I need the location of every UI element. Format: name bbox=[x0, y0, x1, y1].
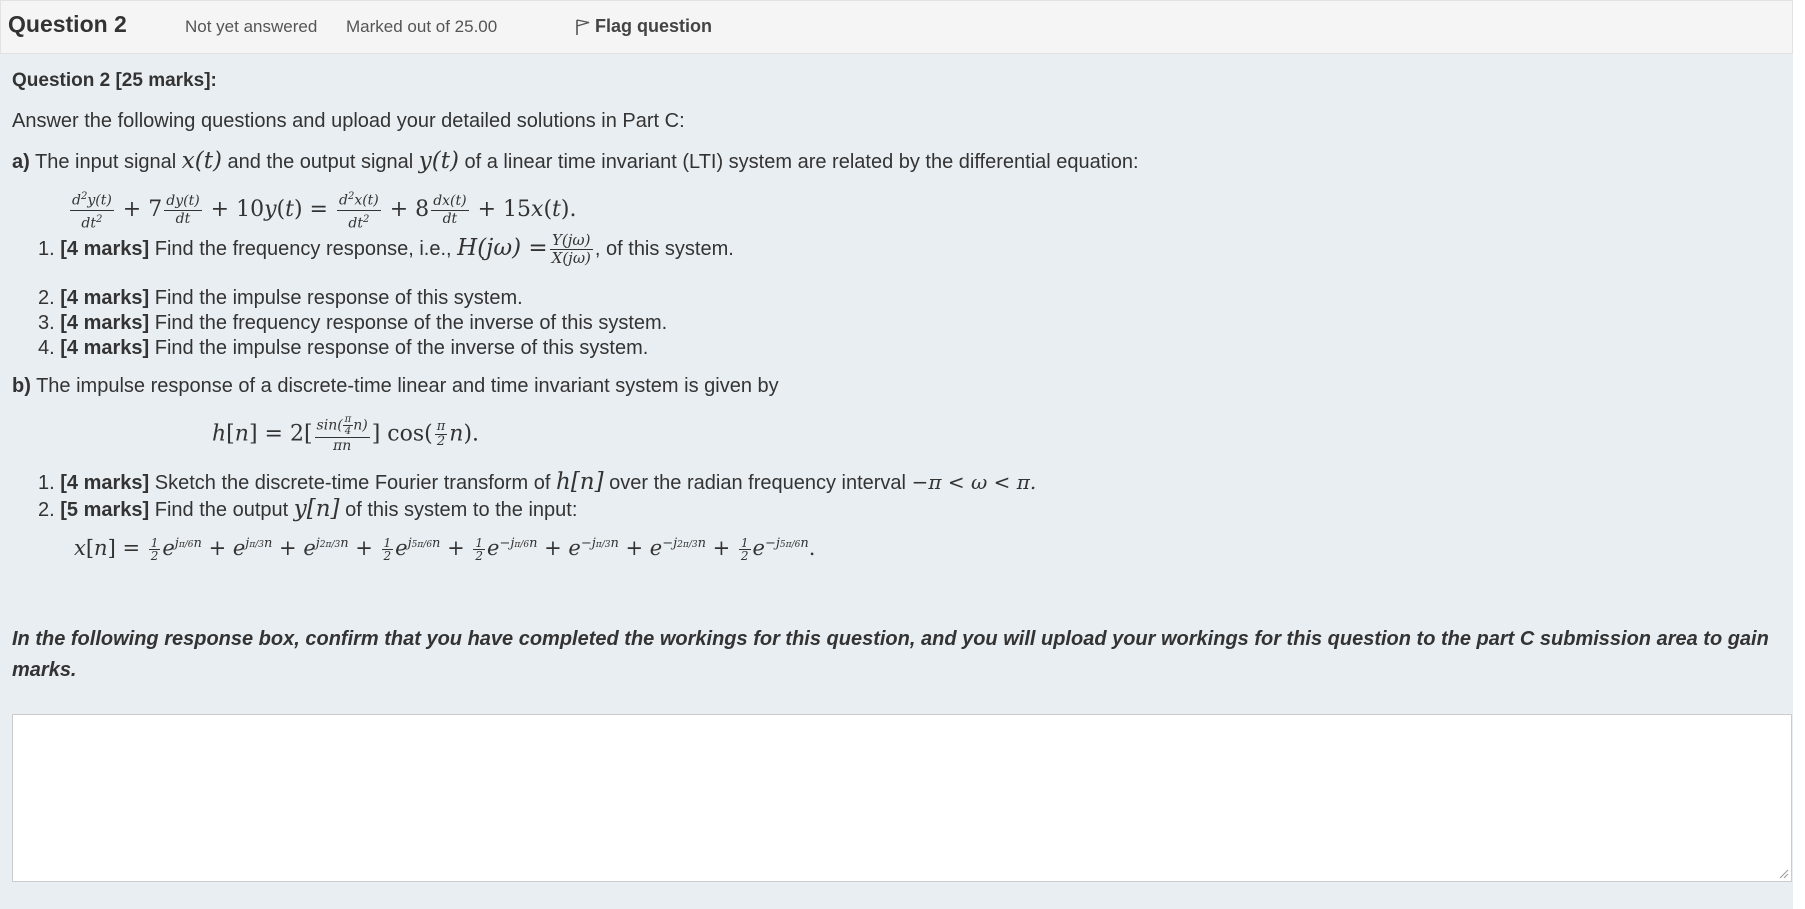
part-b-item-2: 2. [5 marks] Find the output y[n] of this system to the input: bbox=[38, 496, 578, 522]
flag-icon bbox=[575, 18, 591, 36]
input-signal-symbol: x(t) bbox=[181, 148, 222, 174]
part-a-item-3: 3. [4 marks] Find the frequency response of the inverse of this system. bbox=[38, 312, 668, 334]
part-b-label: b) bbox=[12, 375, 31, 397]
flag-question-button[interactable] bbox=[575, 16, 712, 37]
question-grade: Marked out of 25.00 bbox=[346, 17, 498, 36]
question-intro: Answer the following questions and upload your detailed solutions in Part C: bbox=[12, 110, 685, 132]
output-signal-symbol: y(t) bbox=[418, 148, 459, 174]
response-instructions: In the following response box, confirm that you have completed the workings for this question, and you will upload your workings for this question to the part C submission area to gain marks. bbox=[12, 628, 1769, 681]
question-state: Not yet answered bbox=[185, 17, 318, 36]
question-info-bar bbox=[0, 0, 1793, 54]
part-a-item-4: 4. [4 marks] Find the impulse response of the inverse of this system. bbox=[38, 337, 649, 359]
flag-question-label: Flag question bbox=[595, 16, 712, 36]
differential-equation: $\frac{d^2y(t)}{dt^2}$ + 7 $\frac{dy(t)}{dt}$ + 10y(t) = $\frac{d^2x(t)}{dt^2}$ + 8 $\frac{dx(t)}{dt}$ + 15x(t). bbox=[68, 188, 576, 232]
question-content bbox=[0, 54, 1793, 909]
part-a-item-1: 1. [4 marks] Find the frequency response, i.e., H(jω) = $\frac{Y(j\omega)}{X(j\omega)}$ , of this system. bbox=[38, 231, 734, 267]
part-a-statement: a) The input signal x(t) and the output signal y(t) of a linear time invariant (LTI) system are related by the differential equation: bbox=[12, 148, 1139, 174]
question-heading: Question 2 [25 marks]: bbox=[12, 70, 217, 91]
question-number: Question 2 bbox=[8, 11, 127, 37]
resize-handle-icon[interactable] bbox=[1779, 869, 1789, 879]
answer-textarea[interactable] bbox=[12, 714, 1792, 882]
impulse-response-equation: h[n] = 2[ sin( $\frac{\pi}{4}$ n) πn ] cos( $\frac{\pi}{2}$ n). bbox=[212, 414, 480, 454]
part-b-item-1: 1. [4 marks] Sketch the discrete-time Fourier transform of h[n] over the radian frequency interval −π < ω < π. bbox=[38, 469, 1037, 495]
input-sequence-equation: x[n] = $\frac{1}{2}$ $e^{j\pi/6n} + e^{j\pi/3n} + e^{j2\pi/3n}$ + $\frac{1}{2}$ $e^{j5\pi/6n}$ + $\frac{1}{2}$ $e^{-j\pi/6n} + e^{-j\pi/3n} + e^{-j2\pi/3n}$ + $\frac{1}{2}$ $e^{-j5\pi/6n}$. bbox=[74, 536, 816, 563]
part-a-item-2: 2. [4 marks] Find the impulse response of this system. bbox=[38, 287, 523, 309]
part-a-label: a) bbox=[12, 151, 30, 173]
part-b-statement: b) The impulse response of a discrete-time linear and time invariant system is given by bbox=[12, 375, 779, 397]
